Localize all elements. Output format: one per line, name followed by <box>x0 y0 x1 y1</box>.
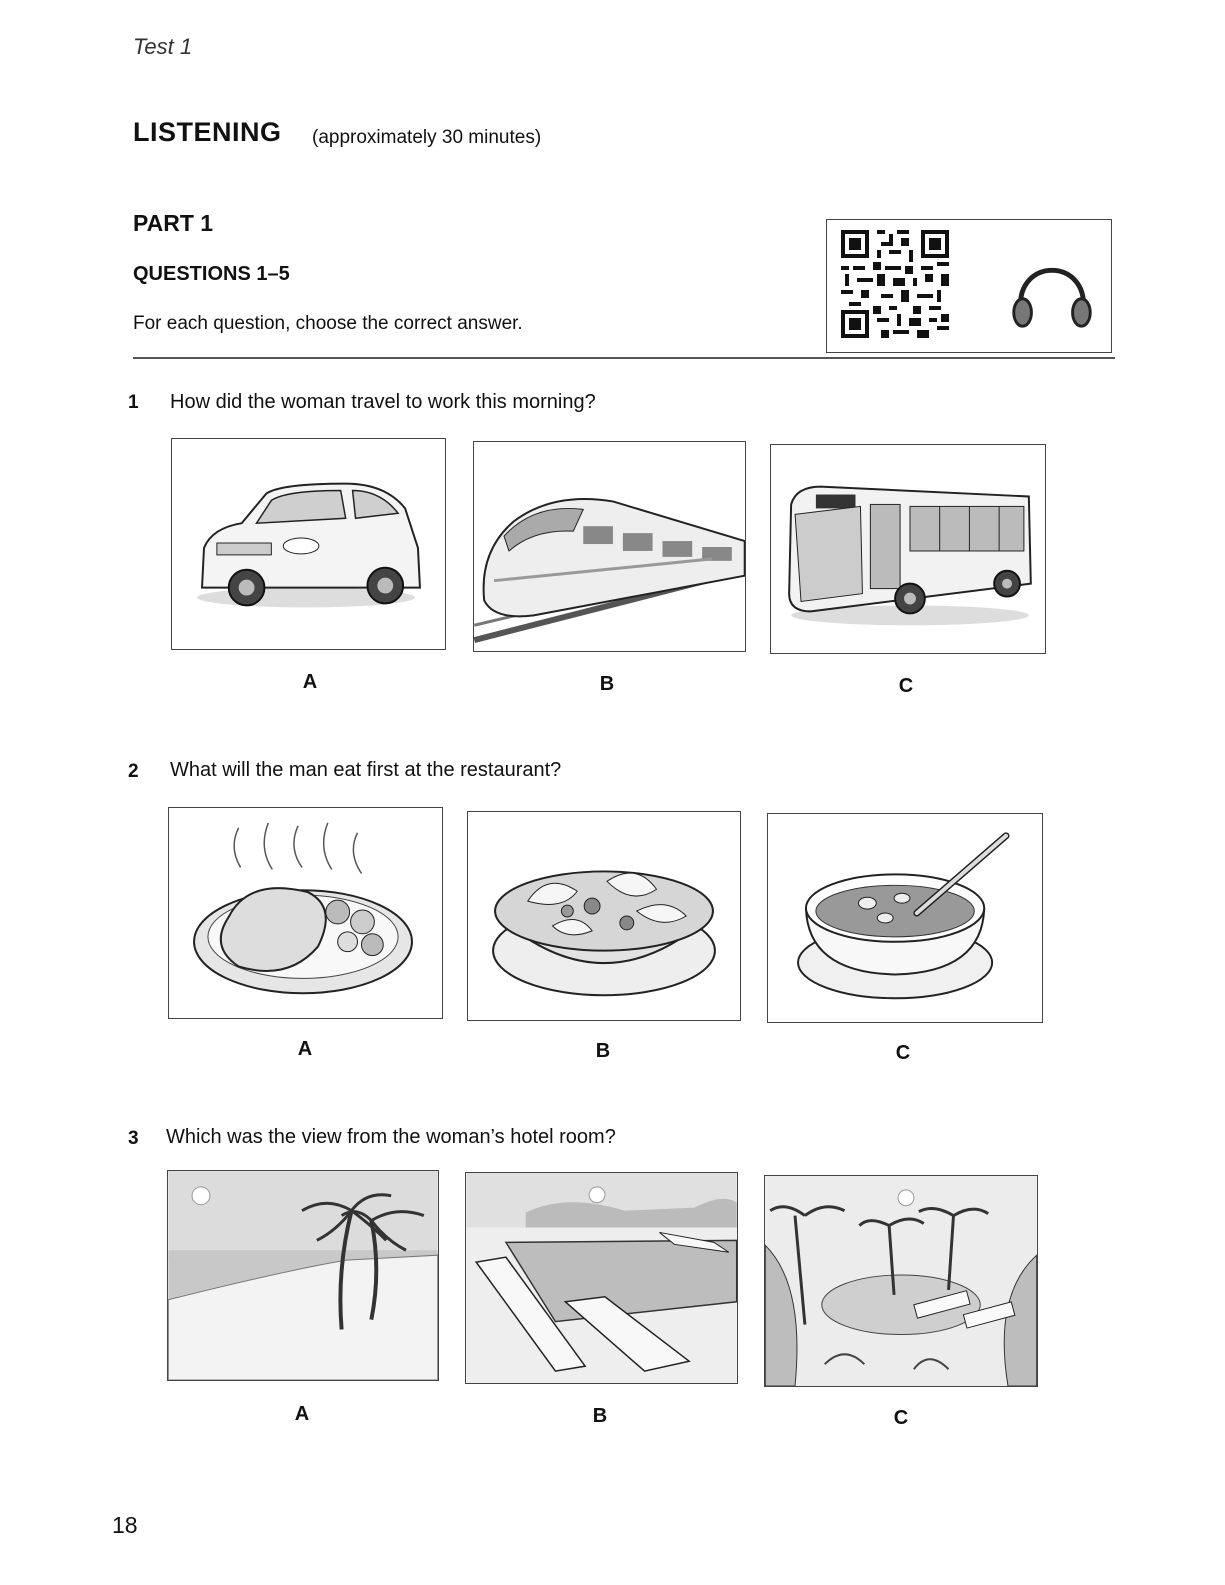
instructions: For each question, choose the correct answer. <box>133 313 523 334</box>
option-1b-label: B <box>599 673 615 695</box>
option-2a-label: A <box>297 1038 313 1060</box>
section-title: LISTENING <box>133 117 282 147</box>
question-2-text: What will the man eat first at the restaurant? <box>170 759 562 781</box>
option-1a-label: A <box>302 671 318 693</box>
option-1b-train-image[interactable] <box>473 441 746 652</box>
question-1-text: How did the woman travel to work this morning? <box>170 391 596 413</box>
option-3a-label: A <box>294 1403 310 1425</box>
option-1c-bus-image[interactable] <box>770 444 1046 654</box>
option-3c-label: C <box>893 1407 909 1429</box>
question-1-number: 1 <box>128 392 139 413</box>
test-label: Test 1 <box>133 34 193 59</box>
option-3b-pool-image[interactable] <box>465 1172 738 1384</box>
option-3a-beach-image[interactable] <box>167 1170 439 1381</box>
option-2b-salad-image[interactable] <box>467 811 741 1021</box>
question-2-number: 2 <box>128 761 139 782</box>
option-1c-label: C <box>898 675 914 697</box>
option-2b-label: B <box>595 1040 611 1062</box>
option-2c-label: C <box>895 1042 911 1064</box>
questions-heading: QUESTIONS 1–5 <box>133 263 290 285</box>
divider <box>133 357 1115 359</box>
section-duration: (approximately 30 minutes) <box>312 127 542 148</box>
option-1a-car-image[interactable] <box>171 438 446 650</box>
question-3-text: Which was the view from the woman’s hotel room? <box>166 1126 616 1148</box>
option-2c-soup-image[interactable] <box>767 813 1043 1023</box>
audio-box <box>826 219 1112 353</box>
headphones-icon <box>1003 238 1101 336</box>
qr-code-icon[interactable] <box>841 230 949 338</box>
option-2a-chicken-image[interactable] <box>168 807 443 1019</box>
page-number: 18 <box>112 1512 138 1538</box>
option-3c-garden-image[interactable] <box>764 1175 1038 1387</box>
part-heading: PART 1 <box>133 210 214 236</box>
option-3b-label: B <box>592 1405 608 1427</box>
question-3-number: 3 <box>128 1128 139 1149</box>
